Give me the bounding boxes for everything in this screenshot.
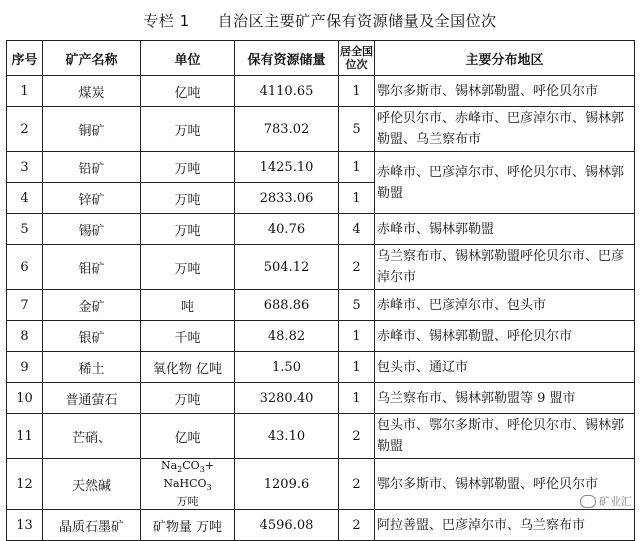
cell-no: 3 (7, 152, 43, 183)
cell-region: 鄂尔多斯市、锡林郭勒盟、呼伦贝尔市 (375, 76, 635, 107)
cell-unit: 万吨 (141, 214, 235, 245)
cell-name: 晶质石墨矿 (43, 510, 141, 541)
cell-reserve: 1.50 (235, 352, 339, 383)
table-row (7, 245, 635, 290)
cell-name: 铅矿 (43, 152, 141, 183)
cell-unit: 氧化物 亿吨 (141, 352, 235, 383)
cell-unit: 亿吨 (141, 414, 235, 459)
cell-reserve: 4110.65 (235, 76, 339, 107)
caption-title: 自治区主要矿产保有资源储量及全国位次 (217, 11, 497, 30)
cell-region: 乌兰察布市、锡林郭勒盟等 9 盟市 (375, 383, 635, 414)
cell-unit: 万吨 (141, 245, 235, 290)
cell-no: 1 (7, 76, 43, 107)
cell-name: 铜矿 (43, 107, 141, 152)
cell-no: 2 (7, 107, 43, 152)
header-name: 矿产名称 (43, 41, 141, 76)
cell-reserve: 3280.40 (235, 383, 339, 414)
cell-reserve: 504.12 (235, 245, 339, 290)
cell-region: 包头市、鄂尔多斯市、呼伦贝尔市、锡林郭勒盟 (375, 414, 635, 459)
table-row (7, 321, 635, 352)
table-row (7, 352, 635, 383)
cell-rank: 2 (339, 459, 375, 510)
cell-rank: 5 (339, 290, 375, 321)
cell-no: 5 (7, 214, 43, 245)
cell-region: 乌兰察布市、锡林郭勒盟呼伦贝尔市、巴彦淖尔市 (375, 245, 635, 290)
cell-unit: 亿吨 (141, 76, 235, 107)
header-reserve: 保有资源储量 (235, 41, 339, 76)
cell-no: 6 (7, 245, 43, 290)
cell-rank: 2 (339, 245, 375, 290)
caption-label: 专栏 1 (143, 11, 190, 30)
cell-region: 鄂尔多斯市、锡林郭勒盟、呼伦贝尔市 (375, 459, 635, 510)
cell-no: 12 (7, 459, 43, 510)
cell-reserve: 1209.6 (235, 459, 339, 510)
cell-rank: 5 (339, 107, 375, 152)
table-row (7, 214, 635, 245)
cell-no: 4 (7, 183, 43, 214)
cell-no: 8 (7, 321, 43, 352)
cell-reserve: 1425.10 (235, 152, 339, 183)
cell-rank: 1 (339, 383, 375, 414)
table-header-row (7, 41, 635, 76)
cell-unit: 万吨 (141, 383, 235, 414)
table-row (7, 76, 635, 107)
cell-unit: 吨 (141, 290, 235, 321)
watermark (580, 493, 632, 509)
cell-no: 7 (7, 290, 43, 321)
unit-label: 万吨 (176, 495, 199, 509)
cell-region: 阿拉善盟、巴彦淖尔市、乌兰察布市 (375, 510, 635, 541)
table-row (7, 152, 635, 183)
cell-rank: 2 (339, 414, 375, 459)
cell-unit: 万吨 (141, 107, 235, 152)
cell-reserve: 783.02 (235, 107, 339, 152)
header-rank: 居全国位次 (339, 41, 375, 76)
table-row (7, 459, 635, 510)
minerals-table (6, 40, 635, 541)
wechat-icon (580, 495, 596, 508)
header-region: 主要分布地区 (375, 41, 635, 76)
cell-rank: 1 (339, 321, 375, 352)
cell-region: 赤峰市、巴彦淖尔市、包头市 (375, 290, 635, 321)
cell-no: 10 (7, 383, 43, 414)
table-caption (6, 2, 634, 38)
cell-region: 赤峰市、锡林郭勒盟 (375, 214, 635, 245)
cell-rank: 1 (339, 76, 375, 107)
header-no: 序号 (7, 41, 43, 76)
cell-no: 13 (7, 510, 43, 541)
cell-name: 普通萤石 (43, 383, 141, 414)
cell-reserve: 43.10 (235, 414, 339, 459)
cell-reserve: 4596.08 (235, 510, 339, 541)
cell-rank: 1 (339, 183, 375, 214)
cell-reserve: 48.82 (235, 321, 339, 352)
cell-no: 11 (7, 414, 43, 459)
table-row (7, 414, 635, 459)
cell-unit: 矿物量 万吨 (141, 510, 235, 541)
cell-name: 锌矿 (43, 183, 141, 214)
cell-name: 芒硝、 (43, 414, 141, 459)
cell-reserve: 688.86 (235, 290, 339, 321)
watermark-text: 矿业汇 (599, 495, 632, 508)
cell-region: 包头市、通辽市 (375, 352, 635, 383)
cell-name: 天然碱 (43, 459, 141, 510)
table-row (7, 107, 635, 152)
cell-rank: 4 (339, 214, 375, 245)
cell-unit: 万吨 (141, 152, 235, 183)
cell-no: 9 (7, 352, 43, 383)
header-unit: 单位 (141, 41, 235, 76)
cell-region: 赤峰市、巴彦淖尔市、呼伦贝尔市、锡林郭勒盟 (375, 152, 635, 214)
cell-rank: 1 (339, 352, 375, 383)
cell-rank: 2 (339, 510, 375, 541)
cell-reserve: 2833.06 (235, 183, 339, 214)
cell-name: 银矿 (43, 321, 141, 352)
cell-name: 钼矿 (43, 245, 141, 290)
cell-region: 赤峰市、锡林郭勒盟、呼伦贝尔市 (375, 321, 635, 352)
cell-region: 呼伦贝尔市、赤峰市、巴彦淖尔市、锡林郭勒盟、乌兰察布市 (375, 107, 635, 152)
cell-name: 金矿 (43, 290, 141, 321)
table-row (7, 383, 635, 414)
cell-name: 锡矿 (43, 214, 141, 245)
cell-unit (141, 459, 235, 510)
cell-name: 稀土 (43, 352, 141, 383)
cell-rank: 1 (339, 152, 375, 183)
table-row (7, 290, 635, 321)
cell-reserve: 40.76 (235, 214, 339, 245)
unit-formula: $Na_2CO_3+$ NaHCO$_3$ (160, 459, 215, 493)
cell-name: 煤炭 (43, 76, 141, 107)
cell-unit: 千吨 (141, 321, 235, 352)
table-row (7, 510, 635, 541)
cell-unit: 万吨 (141, 183, 235, 214)
